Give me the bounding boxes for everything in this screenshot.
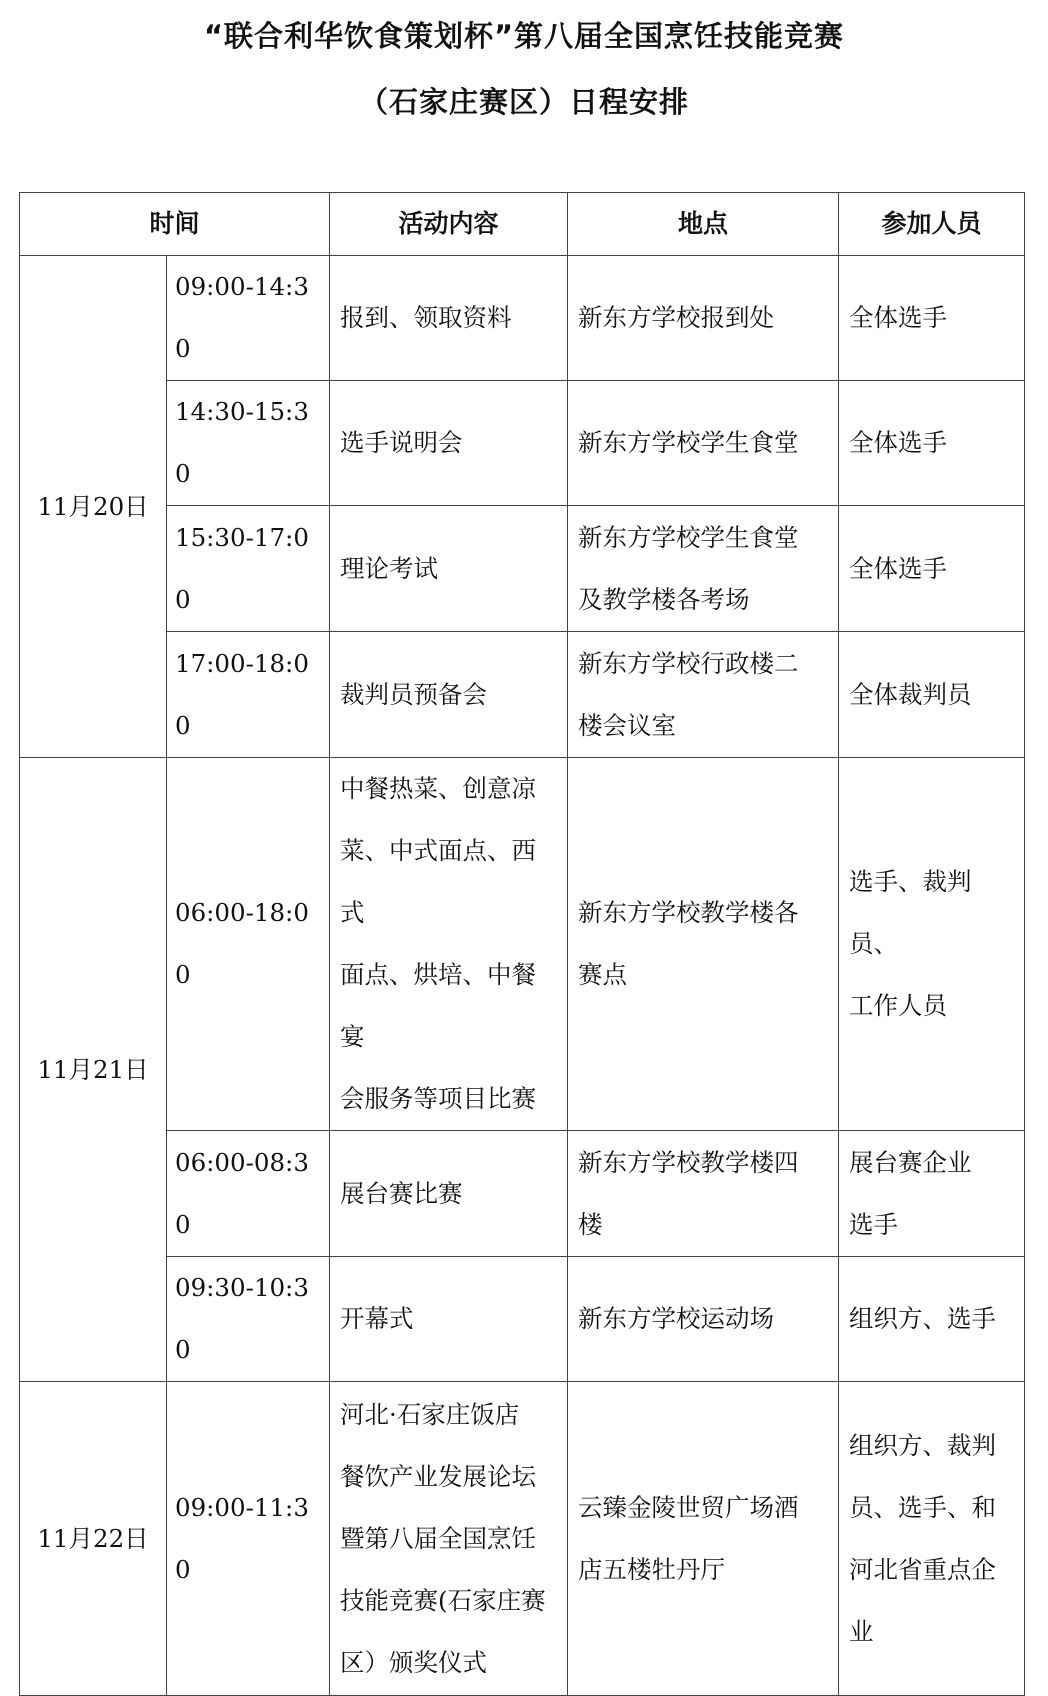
place-cell [568, 632, 839, 758]
table-row [20, 506, 1025, 632]
place-line: 新东方学校学生食堂 [578, 522, 799, 552]
table-header-row [20, 193, 1025, 256]
content-line: 展台赛比赛 [340, 1178, 463, 1208]
people-cell [839, 1382, 1025, 1696]
place-cell [568, 1131, 839, 1257]
content-line: 面点、烘培、中餐宴 [340, 960, 537, 1051]
date-cell: 11月21日 [20, 758, 167, 1382]
content-cell [330, 1131, 568, 1257]
content-cell [330, 1382, 568, 1696]
time-cell: 17:00-18:00 [167, 632, 330, 758]
header-content: 活动内容 [330, 193, 568, 256]
place-cell [568, 381, 839, 506]
place-line: 新东方学校教学楼四 [578, 1147, 799, 1177]
table-row [20, 1131, 1025, 1257]
people-line: 工作人员 [849, 991, 948, 1020]
content-cell [330, 381, 568, 506]
place-line: 新东方学校学生食堂 [578, 428, 799, 457]
content-cell [330, 758, 568, 1131]
place-cell [568, 1257, 839, 1382]
document-title: “联合利华饮食策划杯”第八届全国烹饪技能竞赛 [203, 19, 845, 53]
content-cell [330, 632, 568, 758]
place-cell [568, 1382, 839, 1696]
people-cell [839, 632, 1025, 758]
content-cell [330, 506, 568, 632]
content-line: 裁判员预备会 [340, 679, 488, 709]
time-cell: 09:30-10:30 [167, 1257, 330, 1382]
people-line: 全体选手 [849, 553, 948, 583]
people-line: 全体选手 [849, 303, 948, 332]
people-line: 业 [849, 1616, 874, 1646]
people-line: 全体裁判员 [849, 679, 972, 709]
place-line: 及教学楼各考场 [578, 584, 750, 614]
content-line: 中餐热菜、创意凉 [340, 774, 537, 803]
time-cell: 15:30-17:00 [167, 506, 330, 632]
people-cell [839, 381, 1025, 506]
content-line: 开幕式 [340, 1304, 414, 1333]
content-line: 理论考试 [340, 553, 439, 583]
people-line: 选手 [849, 1209, 899, 1239]
table-row [20, 632, 1025, 758]
time-cell: 06:00-08:30 [167, 1131, 330, 1257]
people-line: 选手、裁判员、 [849, 867, 972, 958]
people-line: 河北省重点企 [849, 1554, 997, 1584]
date-cell: 11月22日 [20, 1382, 167, 1696]
content-line: 餐饮产业发展论坛 [340, 1461, 537, 1491]
place-line: 云臻金陵世贸广场酒 [578, 1492, 799, 1522]
place-cell [568, 256, 839, 381]
content-line: 会服务等项目比赛 [340, 1084, 537, 1113]
place-line: 新东方学校教学楼各 [578, 898, 799, 927]
people-line: 全体选手 [849, 428, 948, 457]
date-cell: 11月20日 [20, 256, 167, 758]
place-line: 楼 [578, 1209, 603, 1239]
place-cell [568, 758, 839, 1131]
people-cell [839, 506, 1025, 632]
time-cell: 09:00-14:30 [167, 256, 330, 381]
content-line: 报到、领取资料 [340, 303, 512, 332]
place-line: 楼会议室 [578, 710, 677, 740]
table-row [20, 1257, 1025, 1382]
table-row [20, 381, 1025, 506]
table-row [20, 758, 1025, 1131]
place-line: 新东方学校行政楼二 [578, 648, 799, 678]
people-line: 组织方、选手 [849, 1304, 997, 1333]
header-place: 地点 [568, 193, 839, 256]
people-cell [839, 1257, 1025, 1382]
content-line: 河北·石家庄饭店 [340, 1399, 520, 1429]
schedule-table [19, 192, 1025, 1696]
place-line: 店五楼牡丹厅 [578, 1554, 726, 1584]
place-line: 新东方学校运动场 [578, 1304, 775, 1333]
place-line: 新东方学校报到处 [578, 303, 775, 332]
people-cell [839, 256, 1025, 381]
people-cell [839, 758, 1025, 1131]
header-people: 参加人员 [839, 193, 1025, 256]
header-time: 时间 [20, 193, 330, 256]
time-cell: 14:30-15:30 [167, 381, 330, 506]
people-line: 员、选手、和 [849, 1492, 997, 1522]
content-line: 技能竞赛(石家庄赛 [340, 1585, 546, 1615]
table-row [20, 1382, 1025, 1696]
people-line: 组织方、裁判 [849, 1430, 997, 1460]
content-cell [330, 256, 568, 381]
people-cell [839, 1131, 1025, 1257]
content-line: 选手说明会 [340, 428, 463, 457]
people-line: 展台赛企业 [849, 1147, 972, 1177]
content-line: 暨第八届全国烹饪 [340, 1523, 537, 1553]
place-line: 赛点 [578, 960, 628, 989]
time-cell: 09:00-11:30 [167, 1382, 330, 1696]
time-cell: 06:00-18:00 [167, 758, 330, 1131]
content-line: 区）颁奖仪式 [340, 1647, 488, 1677]
document-subtitle: （石家庄赛区）日程安排 [358, 85, 689, 119]
content-cell [330, 1257, 568, 1382]
table-row [20, 256, 1025, 381]
place-cell [568, 506, 839, 632]
content-line: 菜、中式面点、西式 [340, 836, 537, 927]
